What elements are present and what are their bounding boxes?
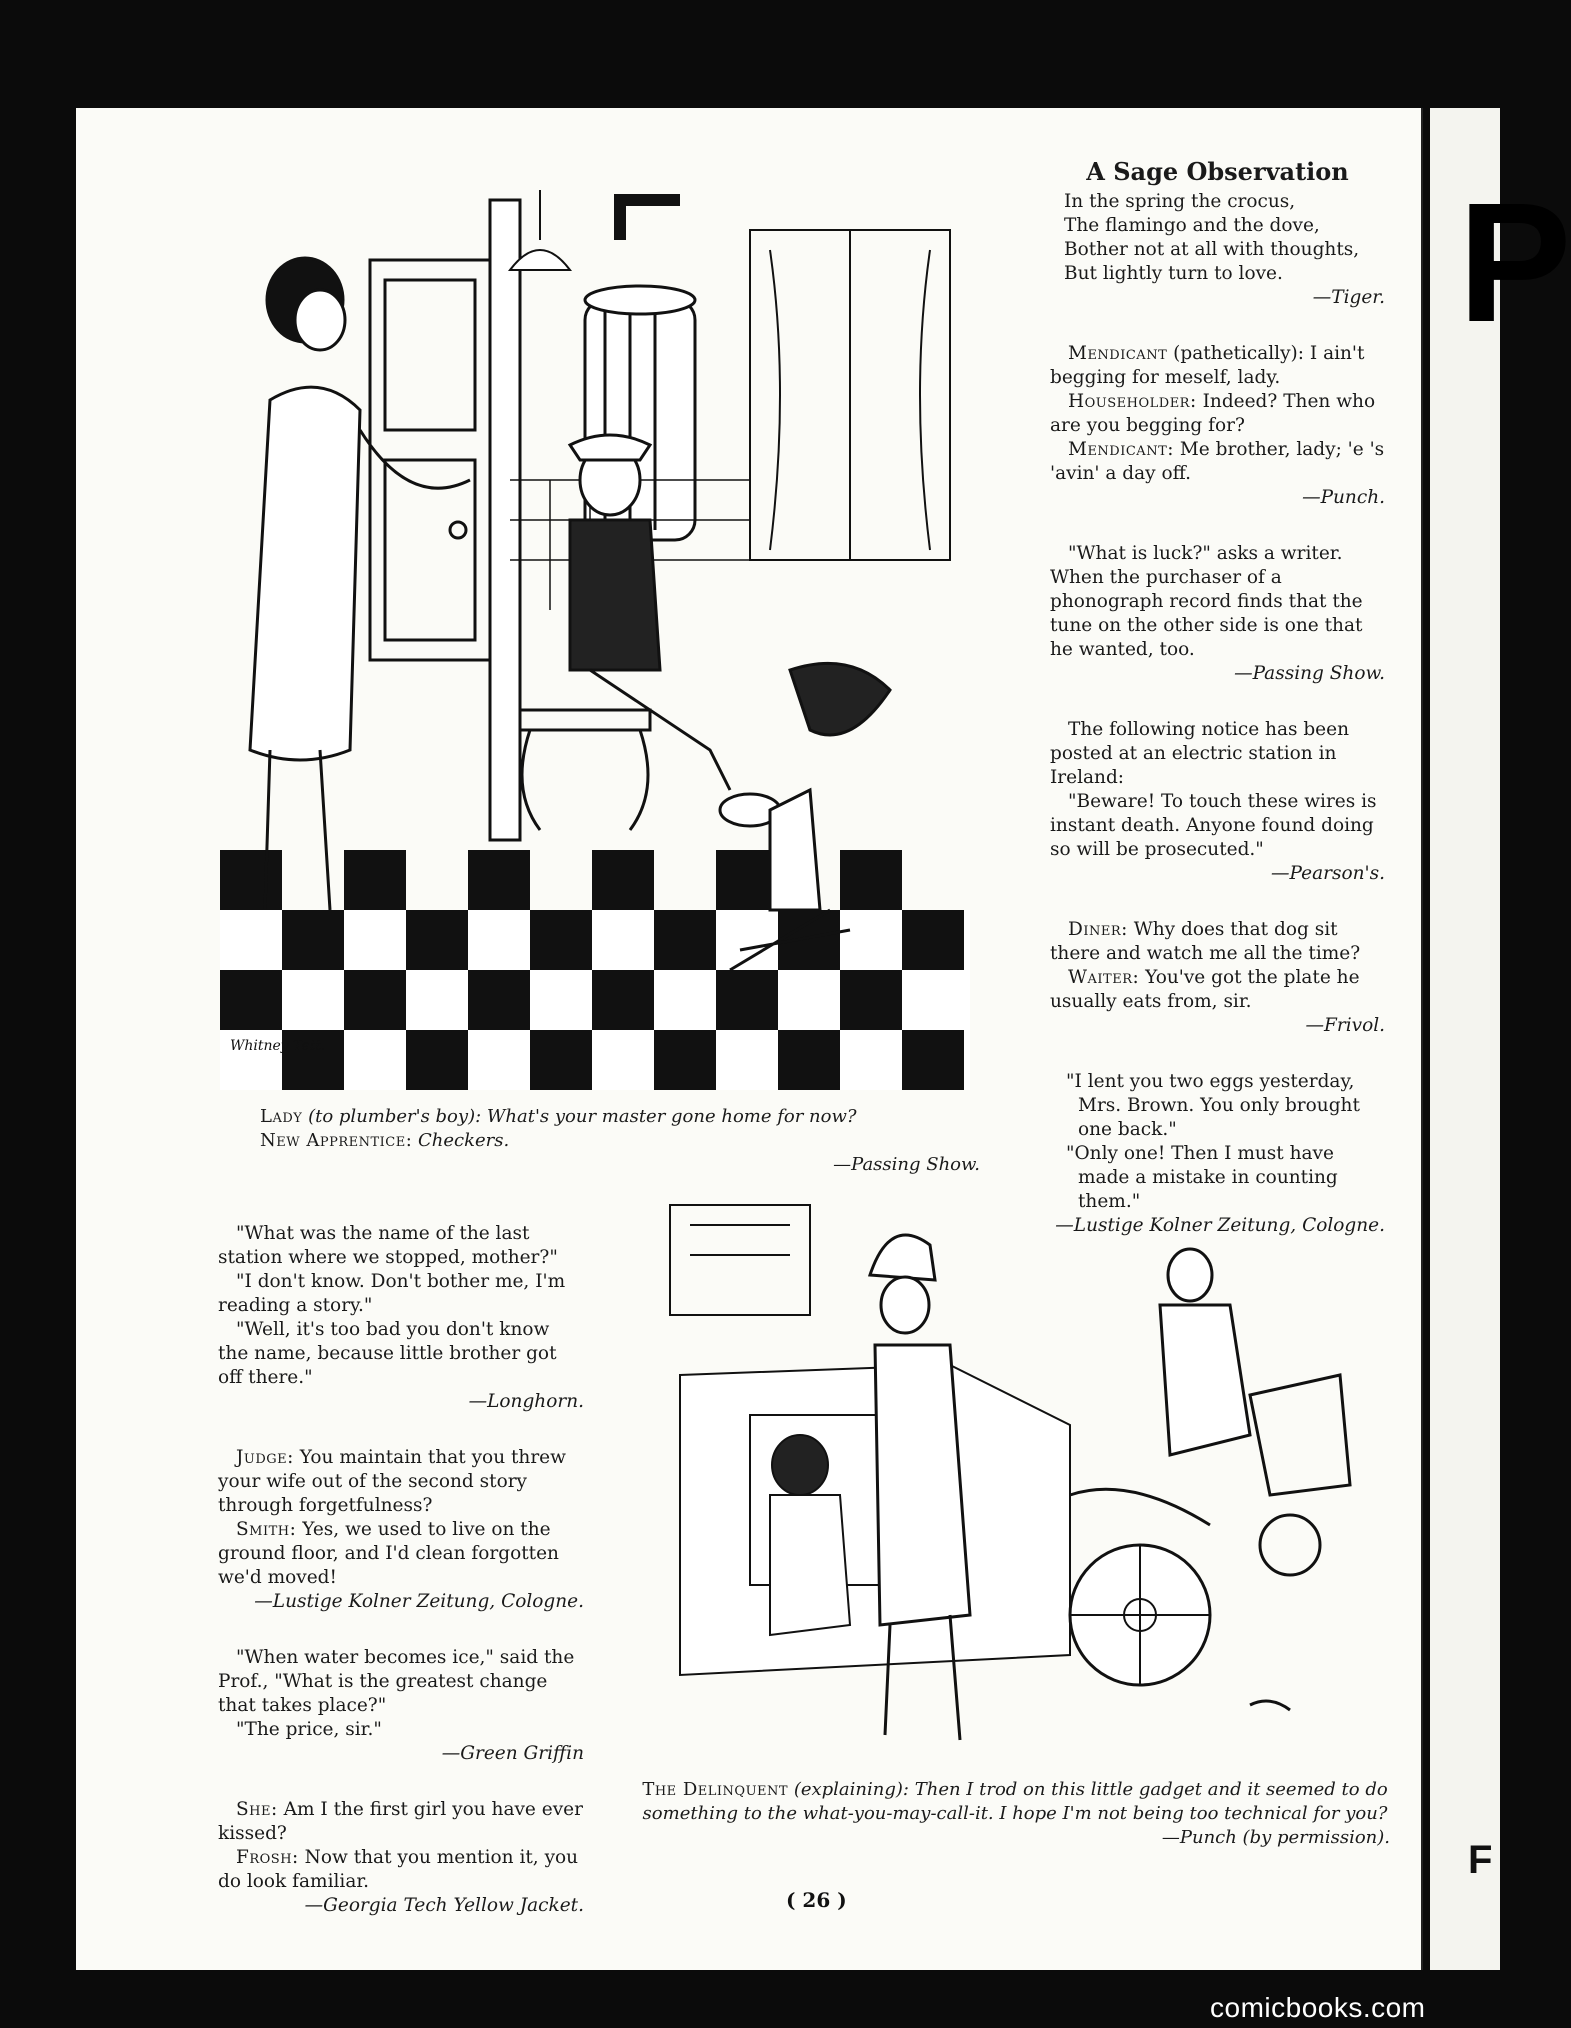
- floor-tile: [220, 850, 282, 910]
- floor-tile: [406, 910, 468, 970]
- next-page-edge: [1430, 108, 1571, 1970]
- speaker: Householder:: [1068, 391, 1197, 412]
- poem-title: A Sage Observation: [1086, 157, 1349, 186]
- joke-source: —Longhorn.: [468, 1391, 584, 1412]
- joke-source: —Pearson's.: [1271, 863, 1385, 884]
- floor-tile: [716, 970, 778, 1030]
- speaker: Mendicant: [1068, 343, 1168, 364]
- floor-tile: [344, 970, 406, 1030]
- floor-tile: [344, 850, 406, 910]
- speaker: New Apprentice:: [260, 1130, 413, 1151]
- dialogue: Checkers.: [418, 1130, 510, 1151]
- speaker: Smith:: [236, 1519, 297, 1540]
- floor-tile: [654, 1030, 716, 1090]
- caption-source: —Passing Show.: [833, 1154, 980, 1175]
- dialogue: Why does that dog sit there and watch me all the time?: [1050, 919, 1361, 964]
- joke-notice: [1050, 718, 1385, 886]
- floor-tile: [468, 850, 530, 910]
- dialogue: Am I the first girl you have ever kissed?: [218, 1799, 583, 1844]
- joke-source: —Punch.: [1302, 487, 1385, 508]
- stool: [520, 710, 650, 830]
- joke-text: The following notice has been posted at an electric station in Ireland:: [1050, 719, 1349, 788]
- dialogue: Indeed? Then who are you begging for?: [1050, 391, 1376, 436]
- stage-direction: (explaining):: [793, 1779, 909, 1800]
- poem-line: Bother not at all with thoughts,: [1064, 239, 1360, 260]
- joke-text: "I lent you two eggs yesterday, Mrs. Brown. You only brought one back.": [1066, 1071, 1360, 1140]
- speaker: Mendicant:: [1068, 439, 1174, 460]
- dialogue: You've got the plate he usually eats from, sir.: [1050, 967, 1360, 1012]
- joke-mendicant: [1050, 342, 1385, 510]
- joke-source: —Green Griffin: [441, 1743, 584, 1764]
- delinquent-cartoon-caption: [640, 1778, 1390, 1850]
- joke-source: —Frivol.: [1305, 1015, 1385, 1036]
- delinquent-cartoon-illustration: [650, 1195, 1370, 1760]
- joke-eggs: [1050, 1070, 1385, 1238]
- joke-text: "What is luck?" asks a writer. When the purchaser of a phonograph record finds that the tune on the other side is one that he wanted, too.: [1050, 543, 1363, 660]
- speaker: Waiter:: [1068, 967, 1140, 988]
- site-watermark: comicbooks.com: [1210, 1992, 1426, 2023]
- dialogue: Now that you mention it, you do look familiar.: [218, 1847, 579, 1892]
- joke-text: "Only one! Then I must have made a mistake in counting them.": [1066, 1143, 1338, 1212]
- speaker: Judge:: [236, 1447, 294, 1468]
- plumber-cartoon-illustration: [210, 190, 980, 1090]
- joke-text: "The price, sir.": [236, 1719, 382, 1740]
- floor-tile: [778, 1030, 840, 1090]
- floor-tile: [592, 970, 654, 1030]
- floor-tile: [530, 1030, 592, 1090]
- joke-ice: [218, 1646, 584, 1766]
- poem-source: —Tiger.: [1312, 287, 1385, 308]
- floor-tile: [592, 850, 654, 910]
- poem-line: But lightly turn to love.: [1064, 263, 1283, 284]
- floor-tile: [902, 1030, 964, 1090]
- cartoon-signature: Whitney Tett.: [230, 1038, 326, 1054]
- joke-station: [218, 1222, 584, 1414]
- window: [750, 230, 950, 560]
- dialogue: (pathetically): I ain't begging for meself, lady.: [1050, 343, 1365, 388]
- right-text-column: [1050, 157, 1385, 1270]
- stage-direction: (to plumber's boy):: [308, 1106, 482, 1127]
- dialogue: Yes, we used to live on the ground floor, and I'd clean forgotten we'd moved!: [218, 1519, 559, 1588]
- floor-tile: [530, 910, 592, 970]
- joke-diner: [1050, 918, 1385, 1038]
- floor-tile: [840, 970, 902, 1030]
- background-building: [670, 1205, 810, 1315]
- floor-tile: [654, 910, 716, 970]
- dialogue: Me brother, lady; 'e 's 'avin' a day off.: [1050, 439, 1385, 484]
- floor-tile: [468, 970, 530, 1030]
- page-number: ( 26 ): [786, 1888, 847, 1912]
- dialogue: What's your master gone home for now?: [486, 1106, 857, 1127]
- floor-tile: [220, 970, 282, 1030]
- joke-source: —Lustige Kolner Zeitung, Cologne.: [254, 1591, 584, 1612]
- plumber-cartoon-caption: [260, 1105, 980, 1177]
- floor-tile: [902, 910, 964, 970]
- poem-line: In the spring the crocus,: [1064, 191, 1296, 212]
- speaker: Frosh:: [236, 1847, 299, 1868]
- dialogue: You maintain that you threw your wife out of the second story through forgetfulness?: [218, 1447, 566, 1516]
- joke-luck: [1050, 542, 1385, 686]
- next-page-big-letter: P: [1458, 168, 1571, 358]
- speaker: Lady: [260, 1106, 303, 1127]
- joke-source: —Lustige Kolner Zeitung, Cologne.: [1055, 1215, 1385, 1236]
- speaker: She:: [236, 1799, 278, 1820]
- checkered-floor: [220, 850, 970, 1090]
- caption-source: —Punch (by permission).: [1161, 1827, 1390, 1848]
- lady-figure: [250, 258, 470, 910]
- speaker: The Delinquent: [642, 1779, 789, 1800]
- joke-source: —Georgia Tech Yellow Jacket.: [304, 1895, 584, 1916]
- door: [370, 200, 520, 840]
- joke-text: "Beware! To touch these wires is instant death. Anyone found doing so will be prosecuted.": [1050, 791, 1377, 860]
- floor-tile: [840, 850, 902, 910]
- floor-tile: [282, 910, 344, 970]
- left-text-column: [218, 1222, 584, 1950]
- joke-judge: [218, 1446, 584, 1614]
- joke-kissed: [218, 1798, 584, 1918]
- joke-source: —Passing Show.: [1234, 663, 1385, 684]
- dialogue: Then I trod on this little gadget and it seemed to do something to the what-you-may-call-it. I hope I'm not being too technical for you?: [642, 1779, 1388, 1824]
- speaker: Diner:: [1068, 919, 1128, 940]
- joke-text: "I don't know. Don't bother me, I'm reading a story.": [218, 1271, 566, 1316]
- joke-text: "What was the name of the last station where we stopped, mother?": [218, 1223, 558, 1268]
- poem: [1050, 190, 1385, 286]
- poem-line: The flamingo and the dove,: [1064, 215, 1320, 236]
- joke-text: "Well, it's too bad you don't know the name, because little brother got off there.": [218, 1319, 557, 1388]
- floor-tile: [406, 1030, 468, 1090]
- delinquent-figure: [1160, 1249, 1350, 1575]
- joke-text: "When water becomes ice," said the Prof., "What is the greatest change that takes place?": [218, 1647, 575, 1716]
- next-page-small-letter: F: [1468, 1838, 1493, 1882]
